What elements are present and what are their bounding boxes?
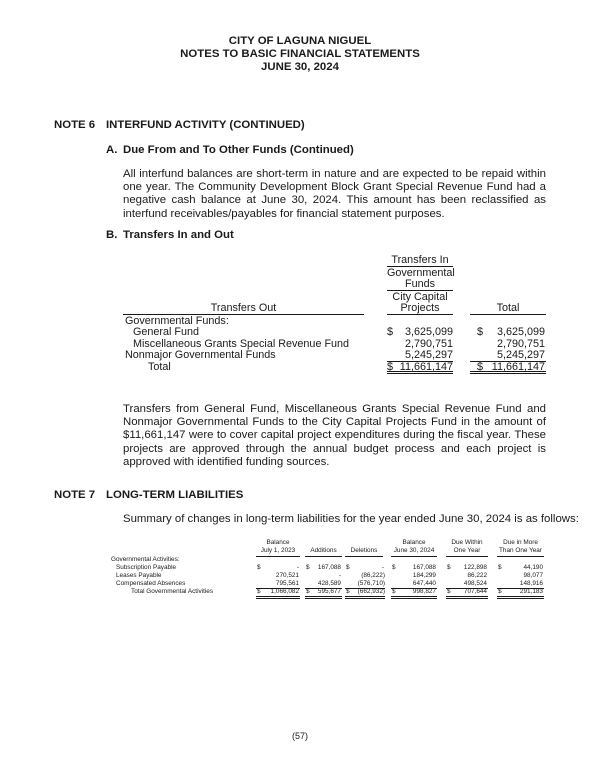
hdr-bal-begin-2: July 1, 2023	[256, 547, 300, 557]
bal-end: 647,440	[412, 580, 436, 587]
ccp-value: 2,790,751	[404, 338, 453, 350]
row-label: Subscription Payable	[116, 564, 177, 571]
ccp-value: 3,625,099	[404, 326, 453, 338]
dollar-sign: $	[477, 361, 484, 373]
additions: 428,589	[317, 580, 341, 587]
hdr-bal-end-1: Balance	[402, 539, 426, 546]
due-within: 122,898	[463, 564, 487, 571]
deletions: -	[381, 564, 384, 571]
dollar-sign: $	[346, 564, 350, 571]
hdr-gov-funds-2: Funds	[404, 278, 435, 290]
bal-end: 167,088	[412, 564, 436, 571]
row-label: Total Governmental Activities	[131, 588, 214, 595]
bal-begin-total: 1,066,082	[270, 588, 299, 595]
row-label: General Fund	[133, 326, 200, 338]
hdr-ccp-1: City Capital	[392, 291, 448, 303]
hdr-additions: Additions	[305, 547, 342, 557]
section-b-paragraph: Transfers from General Fund, Miscellaneous Grants Special Revenue Fund and Nonmajor Governmental Funds to the City Capital Projects Fund in the amount of $11,661,147 were to cover capital project expenditures during the fiscal year. These projects are approved through the annual budget process and each project is approved with identified funding sources.	[123, 403, 546, 468]
hdr-deletions: Deletions	[345, 547, 383, 557]
dollar-sign: $	[498, 588, 502, 595]
header-date: JUNE 30, 2024	[261, 61, 339, 73]
additions: 167,088	[317, 564, 341, 571]
dollar-sign: $	[306, 564, 310, 571]
additions-total: 595,677	[317, 588, 341, 595]
bal-end: 184,299	[412, 572, 436, 579]
due-more-total: 291,183	[519, 588, 543, 595]
hdr-transfers-in: Transfers In	[391, 254, 449, 266]
dollar-sign: $	[387, 326, 394, 338]
dollar-sign: $	[392, 564, 396, 571]
hdr-due-within-1: Due Within	[451, 539, 483, 546]
note-7-intro: Summary of changes in long-term liabilities for the year ended June 30, 2024 is as follows:	[123, 513, 579, 525]
group-label: Governmental Funds:	[125, 315, 229, 327]
dollar-sign: $	[257, 564, 261, 571]
hdr-bal-begin-1: Balance	[266, 539, 290, 546]
deletions: (86,222)	[361, 572, 385, 579]
grand-total: 11,661,147	[491, 361, 545, 373]
hdr-ccp-2: Projects	[400, 302, 440, 314]
dollar-sign: $	[346, 588, 350, 595]
dollar-sign: $	[387, 361, 394, 373]
header-title: NOTES TO BASIC FINANCIAL STATEMENTS	[180, 48, 420, 60]
dollar-sign: $	[257, 588, 261, 595]
total-value: 5,245,297	[496, 349, 545, 361]
dollar-sign: $	[447, 588, 451, 595]
hdr-transfers-out: Transfers Out	[210, 302, 277, 314]
bal-begin: -	[296, 564, 299, 571]
ccp-total: 11,661,147	[399, 361, 453, 373]
due-more: 44,190	[523, 564, 543, 571]
additions: -	[338, 572, 341, 579]
due-more: 98,077	[523, 572, 543, 579]
hdr-gov-funds-1: Governmental	[387, 267, 455, 279]
note-7-number: NOTE 7	[54, 489, 96, 501]
bal-begin: 795,561	[275, 580, 299, 587]
section-b-letter: B.	[106, 229, 118, 241]
total-value: 3,625,099	[496, 326, 545, 338]
row-label: Compensated Absences	[116, 580, 186, 587]
due-within: 86,222	[467, 572, 487, 579]
note-7-title: LONG-TERM LIABILITIES	[106, 489, 244, 501]
bal-begin: 270,521	[275, 572, 299, 579]
row-label: Nonmajor Governmental Funds	[125, 349, 276, 361]
page-number: (57)	[291, 731, 308, 741]
hdr-bal-end-2: June 30, 2024	[391, 547, 437, 557]
dollar-sign: $	[498, 564, 502, 571]
deletions: (576,710)	[357, 580, 385, 587]
row-label: Leases Payable	[116, 572, 162, 579]
deletions-total: (662,932)	[357, 588, 385, 595]
ccp-value: 5,245,297	[404, 349, 453, 361]
dollar-sign: $	[477, 326, 484, 338]
section-a-letter: A.	[106, 144, 118, 156]
header-entity: CITY OF LAGUNA NIGUEL	[228, 35, 372, 47]
due-within: 498,524	[463, 580, 487, 587]
section-b-title: Transfers In and Out	[123, 229, 234, 241]
group-label: Governmental Activities:	[111, 556, 180, 563]
hdr-due-more-2: Than One Year	[497, 547, 544, 557]
dollar-sign: $	[447, 564, 451, 571]
note-6-title: INTERFUND ACTIVITY (CONTINUED)	[106, 119, 305, 131]
section-a-paragraph: All interfund balances are short-term in nature and are expected to be repaid within one year. The Community Development Block Grant Special Revenue Fund had a negative cash balance at June 30, 2024. This amount has been reclassified as interfund receivables/payables for financial statement purposes.	[123, 168, 546, 220]
due-more: 148,916	[519, 580, 543, 587]
hdr-due-more-1: Due in More	[503, 539, 538, 546]
note-6-number: NOTE 6	[54, 119, 96, 131]
total-value: 2,790,751	[496, 338, 545, 350]
section-a-title: Due From and To Other Funds (Continued)	[123, 144, 354, 156]
hdr-total: Total	[496, 302, 520, 314]
dollar-sign: $	[306, 588, 310, 595]
hdr-due-within-2: One Year	[446, 547, 488, 557]
row-label: Miscellaneous Grants Special Revenue Fund	[133, 338, 350, 350]
row-label: Total	[148, 361, 171, 373]
dollar-sign: $	[392, 588, 396, 595]
due-within-total: 707,644	[463, 588, 487, 595]
bal-end-total: 998,827	[412, 588, 436, 595]
